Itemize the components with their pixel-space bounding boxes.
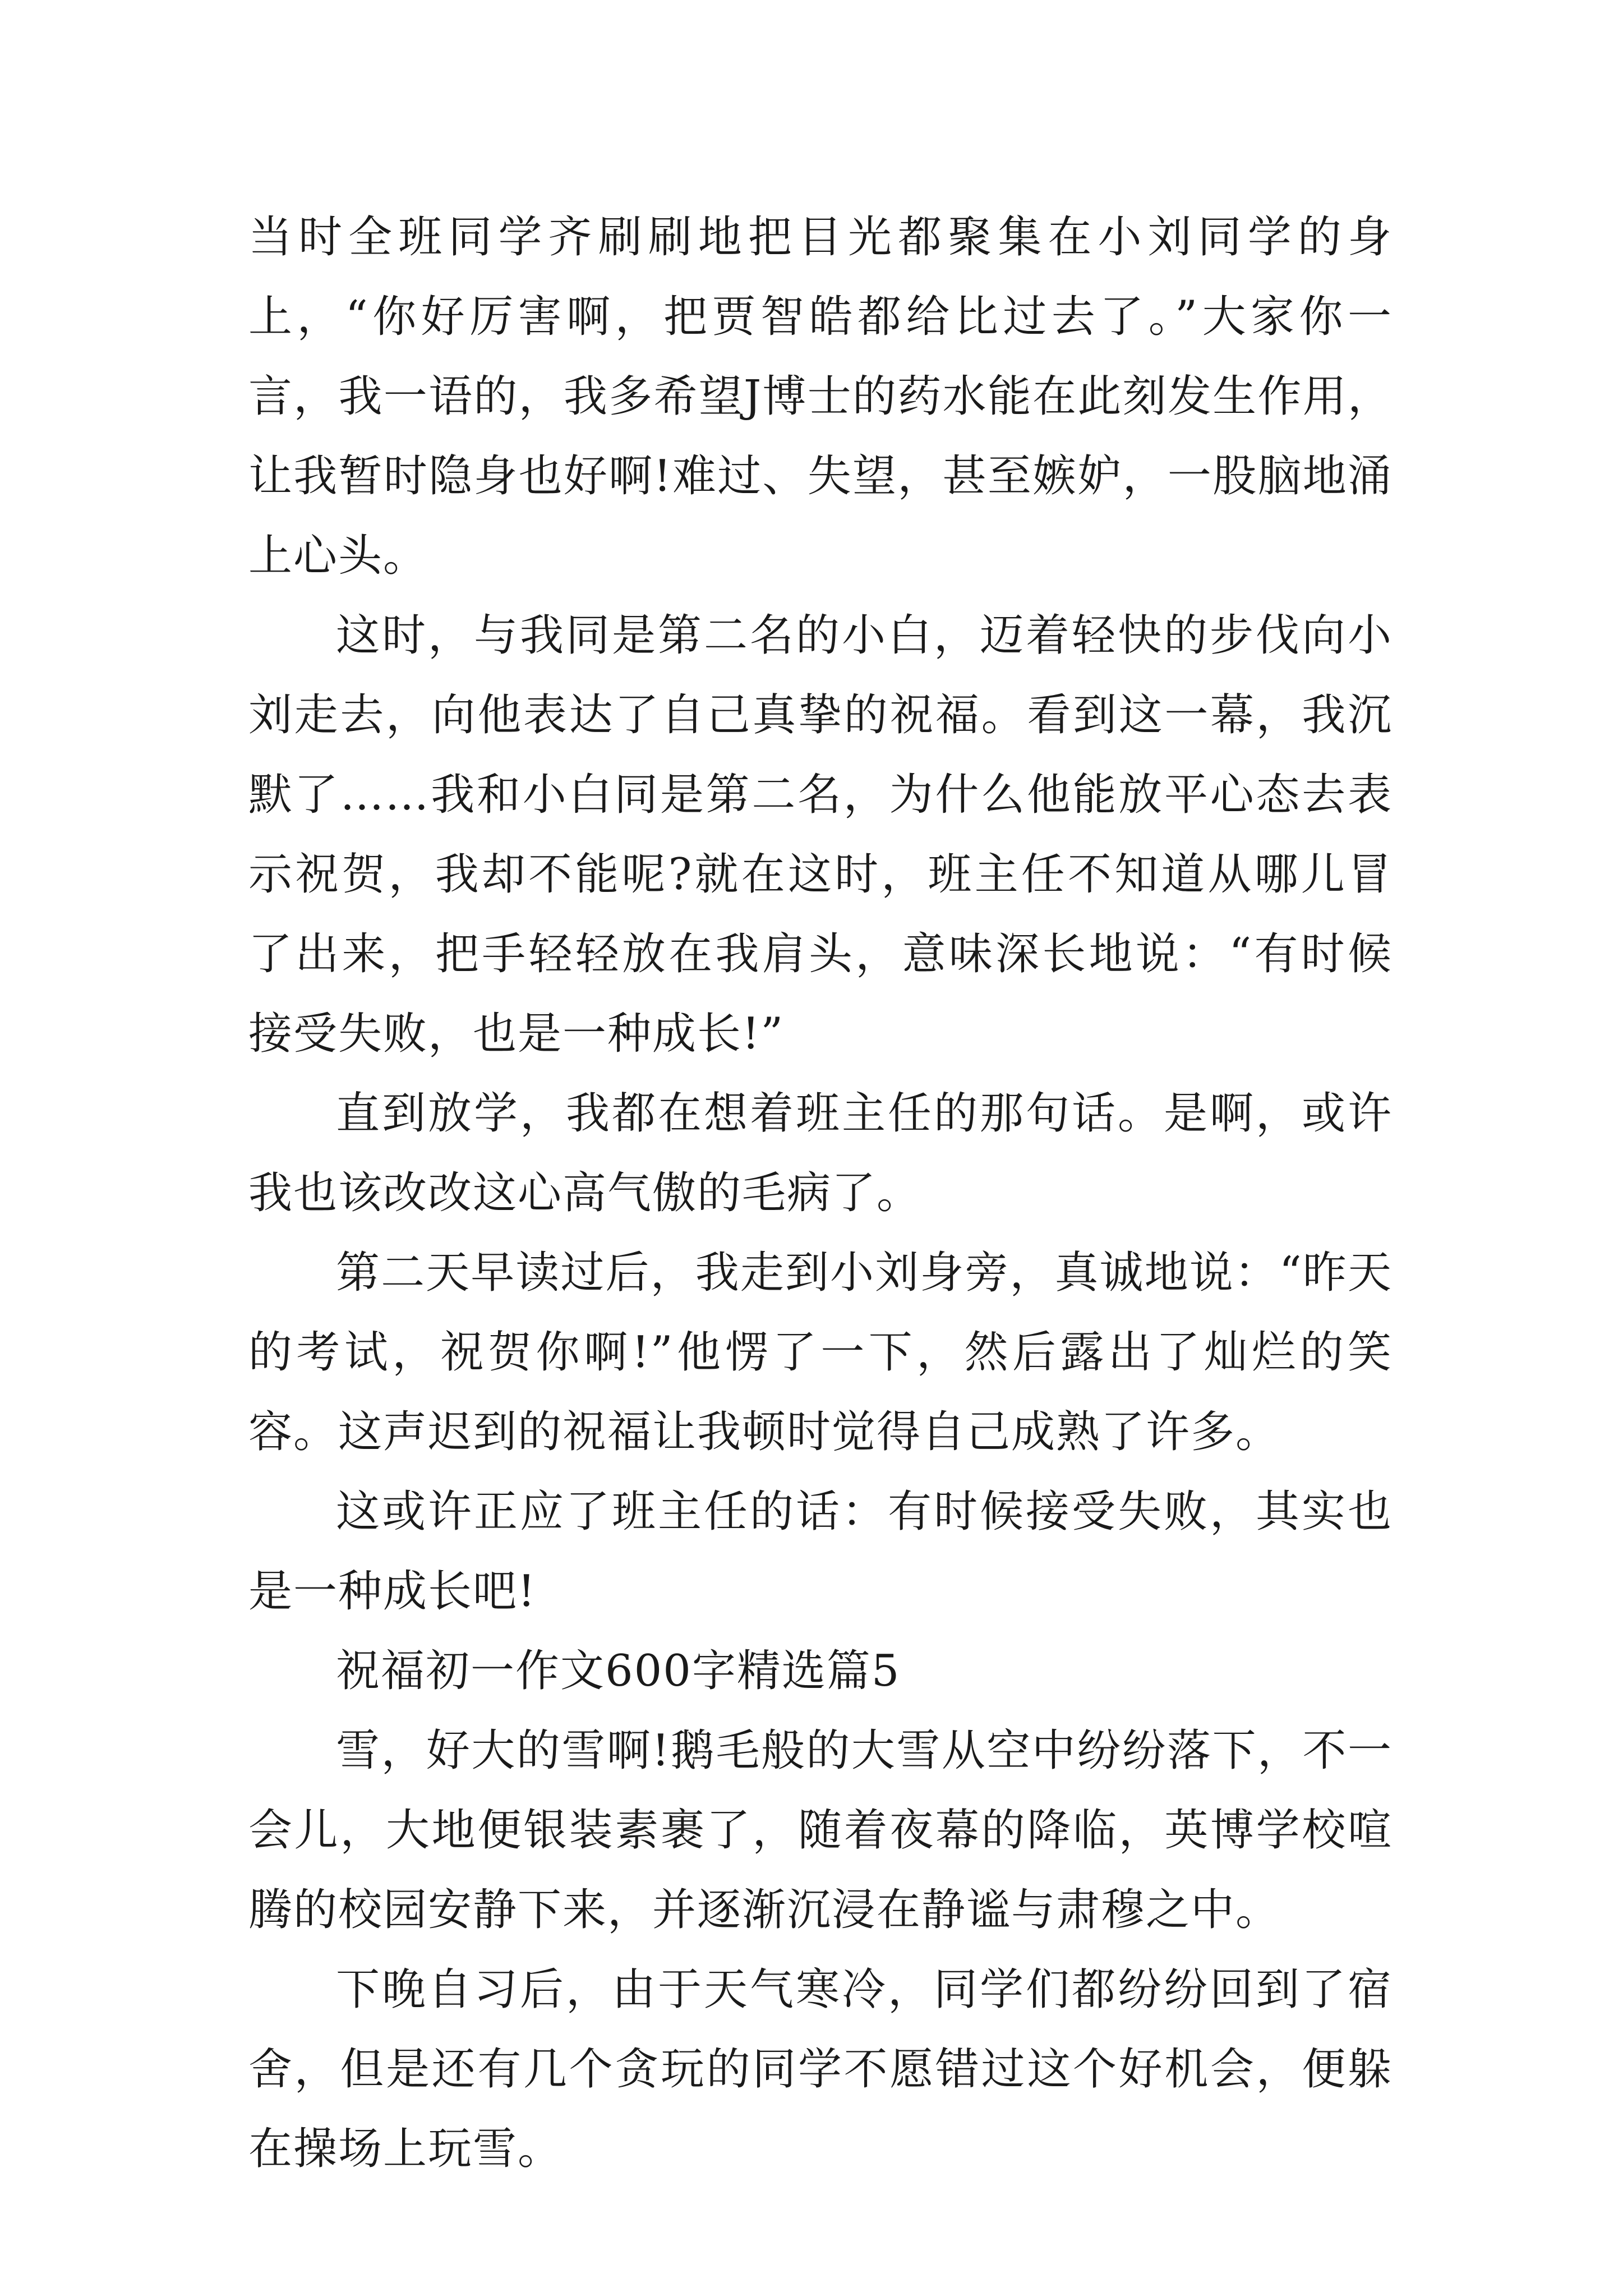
paragraph-4: 第二天早读过后，我走到小刘身旁，真诚地说：“昨天的考试，祝贺你啊!”他愣了一下，然后露出了灿烂的笑容。这声迟到的祝福让我顿时觉得自己成熟了许多。 bbox=[248, 1248, 1393, 1457]
paragraph-6: 雪，好大的雪啊!鹅毛般的大雪从空中纷纷落下，不一会儿，大地便银装素裹了，随着夜幕的降临，英博学校喧腾的校园安静下来，并逐渐沉浸在静谧与肃穆之中。 bbox=[248, 1726, 1393, 1935]
paragraph-2: 这时，与我同是第二名的小白，迈着轻快的步伐向小刘走去，向他表达了自己真挚的祝福。看到这一幕，我沉默了……我和小白同是第二名，为什么他能放平心态去表示祝贺，我却不能呢?就在这时，班主任不知道从哪儿冒了出来，把手轻轻放在我肩头，意味深长地说：“有时候接受失败，也是一种成长!” bbox=[248, 610, 1393, 1059]
section-heading: 祝福初一作文600字精选篇5 bbox=[336, 1646, 901, 1696]
paragraph-7: 下晚自习后，由于天气寒冷，同学们都纷纷回到了宿舍，但是还有几个贪玩的同学不愿错过这个好机会，便躲在操场上玩雪。 bbox=[248, 1964, 1393, 2174]
paragraph-3: 直到放学，我都在想着班主任的那句话。是啊，或许我也该改改这心高气傲的毛病了。 bbox=[248, 1088, 1393, 1218]
paragraph-1: 当时全班同学齐刷刷地把目光都聚集在小刘同学的身上，“你好厉害啊，把贾智皓都给比过去了。”大家你一言，我一语的，我多希望J博士的药水能在此刻发生作用，让我暂时隐身也好啊!难过、失望，甚至嫉妒，一股脑地涌上心头。 bbox=[248, 212, 1393, 581]
document-body bbox=[248, 197, 1393, 2189]
paragraph-5: 这或许正应了班主任的话：有时候接受失败，其实也是一种成长吧! bbox=[248, 1487, 1393, 1617]
